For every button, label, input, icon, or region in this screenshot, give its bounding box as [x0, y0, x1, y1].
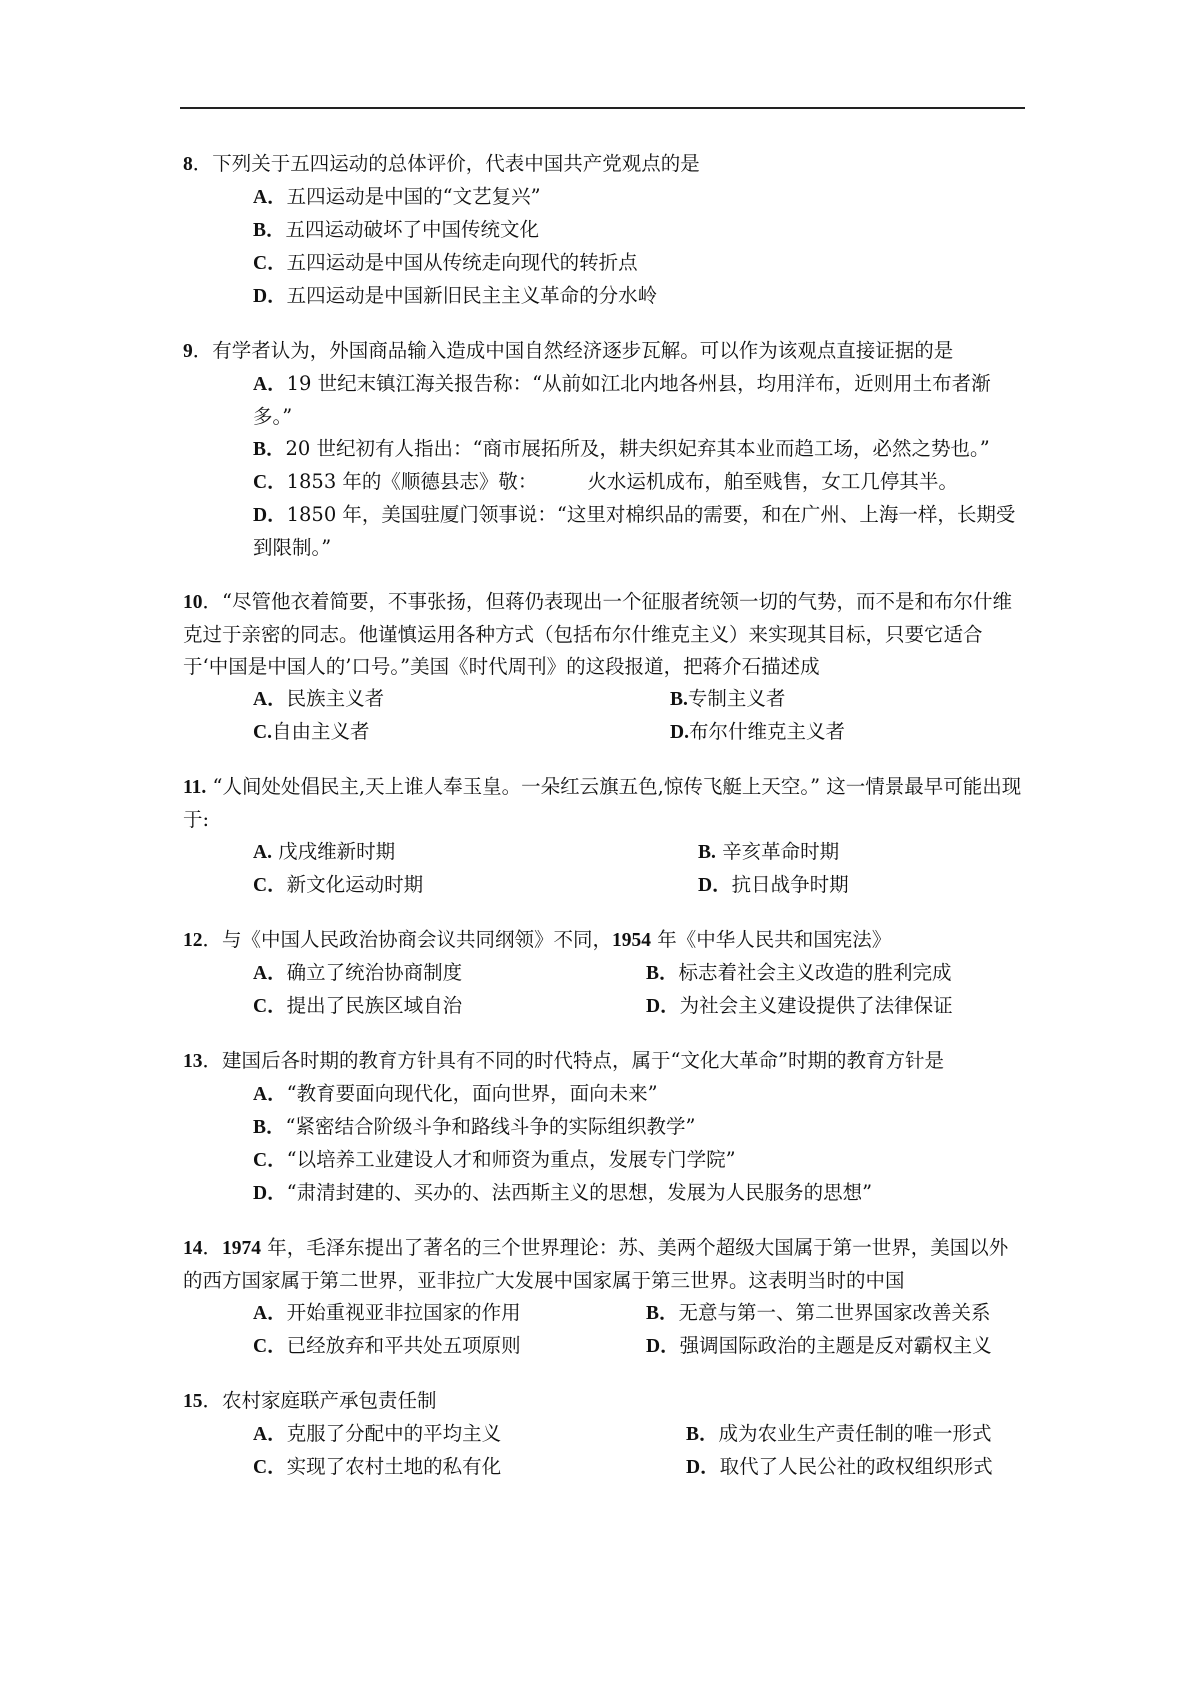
option-b: B．五四运动破坏了中国传统文化: [253, 218, 540, 241]
option-a: A. 戊戌维新时期: [253, 840, 396, 863]
question-number: 15: [183, 1391, 203, 1412]
question-9: [183, 335, 1026, 564]
question-8: [183, 148, 1026, 313]
option-d: D．强调国际政治的主题是反对霸权主义: [646, 1334, 992, 1357]
option-b: B．“紧密结合阶级斗争和路线斗争的实际组织教学”: [253, 1115, 696, 1138]
question-stem: 14．1974 年，毛泽东提出了著名的三个世界理论：苏、美两个超级大国属于第一世界，美国以外的西方国家属于第二世界，亚非拉广大发展中国家属于第三世界。这表明当时的中国: [183, 1236, 1009, 1292]
option-b: B．成为农业生产责任制的唯一形式: [686, 1422, 992, 1445]
question-number: 9: [183, 341, 193, 362]
option-c: C．新文化运动时期: [253, 873, 424, 896]
question-text: ．有学者认为，外国商品输入造成中国自然经济逐步瓦解。可以作为该观点直接证据的是: [192, 339, 954, 362]
option-d: D.布尔什维克主义者: [670, 720, 845, 743]
question-stem: [183, 1045, 1026, 1078]
option-a: A．五四运动是中国的“文艺复兴”: [253, 185, 541, 208]
question-number: 14: [183, 1238, 203, 1259]
question-number: 12: [183, 930, 203, 951]
option-d: D．五四运动是中国新旧民主主义革命的分水岭: [253, 284, 658, 307]
question-15: [183, 1385, 1026, 1484]
header-rule: [180, 107, 1025, 109]
question-stem: [183, 335, 1026, 368]
question-stem: [183, 771, 1026, 836]
option-a: A．19 世纪末镇江海关报告称：“从前如江北内地各州县，均用洋布，近则用土布者渐多。”: [253, 372, 991, 428]
option-a: A．“教育要面向现代化，面向世界，面向未来”: [253, 1082, 658, 1105]
question-11: [183, 771, 1026, 902]
option-b: B．20 世纪初有人指出：“商市展拓所及，耕夫织妃弃其本业而趋工场，必然之势也。”: [253, 437, 990, 460]
question-13: [183, 1045, 1026, 1210]
question-number: 8: [183, 154, 193, 175]
question-text: ．下列关于五四运动的总体评价，代表中国共产党观点的是: [192, 152, 700, 175]
question-stem: [183, 148, 1026, 181]
option-b: B．无意与第一、第二世界国家改善关系: [646, 1301, 991, 1324]
question-10: [183, 586, 1026, 749]
question-number: 10: [183, 592, 203, 613]
option-d: D．抗日战争时期: [698, 873, 849, 896]
option-d: D．1850 年，美国驻厦门领事说：“这里对棉织品的需要，和在广州、上海一样，长期受到限制。”: [253, 503, 1016, 559]
option-a: A．民族主义者: [253, 687, 385, 710]
question-text: ．“尽管他衣着简要，不事张扬，但蒋仍表现出一个征服者统领一切的气势，而不是和布尔什维克过于亲密的同志。他谨慎运用各种方式（包括布尔什维克主义）来实现其目标，只要它适合于‘中国是中国人的’口号。”美国《时代周刊》的这段报道，把蒋介石描述成: [183, 590, 1012, 678]
question-stem: [183, 586, 1026, 683]
option-c: C．已经放弃和平共处五项原则: [253, 1334, 521, 1357]
option-c: C．五四运动是中国从传统走向现代的转折点: [253, 251, 638, 274]
option-a: A．开始重视亚非拉国家的作用: [253, 1301, 521, 1324]
option-c: C．“以培养工业建设人才和师资为重点，发展专门学院”: [253, 1148, 736, 1171]
option-a: A．确立了统治协商制度: [253, 961, 463, 984]
question-stem: 12．与《中国人民政治协商会议共同纲领》不同，1954 年《中华人民共和国宪法》: [183, 928, 892, 951]
option-b: B. 辛亥革命时期: [698, 840, 840, 863]
option-c: C．1853 年的《顺德县志》敬： 火水运机成布，舶至贱售，女工几停其半。: [253, 470, 958, 493]
option-d: D．为社会主义建设提供了法律保证: [646, 994, 953, 1017]
question-number: 11.: [183, 777, 207, 798]
option-c: C．实现了农村土地的私有化: [253, 1455, 502, 1478]
question-text: “人间处处倡民主,天上谁人奉玉皇。一朵红云旗五色,惊传飞艇上天空。” 这一情景最早可能出现于:: [183, 775, 1022, 831]
option-d: D．“肃清封建的、买办的、法西斯主义的思想，发展为人民服务的思想”: [253, 1181, 873, 1204]
option-d: D．取代了人民公社的政权组织形式: [686, 1455, 993, 1478]
question-text: ．农村家庭联产承包责任制: [202, 1389, 437, 1412]
question-14: [183, 1232, 1026, 1363]
option-c: C.自由主义者: [253, 720, 370, 743]
option-b: B.专制主义者: [670, 687, 786, 710]
question-text: ．建国后各时期的教育方针具有不同的时代特点，属于“文化大革命”时期的教育方针是: [202, 1049, 944, 1072]
question-stem: [183, 1385, 1026, 1418]
question-12: [183, 924, 1026, 1023]
option-c: C．提出了民族区域自治: [253, 994, 463, 1017]
question-list: [183, 148, 1026, 1506]
question-number: 13: [183, 1051, 203, 1072]
option-a: A．克服了分配中的平均主义: [253, 1422, 502, 1445]
option-b: B．标志着社会主义改造的胜利完成: [646, 961, 952, 984]
